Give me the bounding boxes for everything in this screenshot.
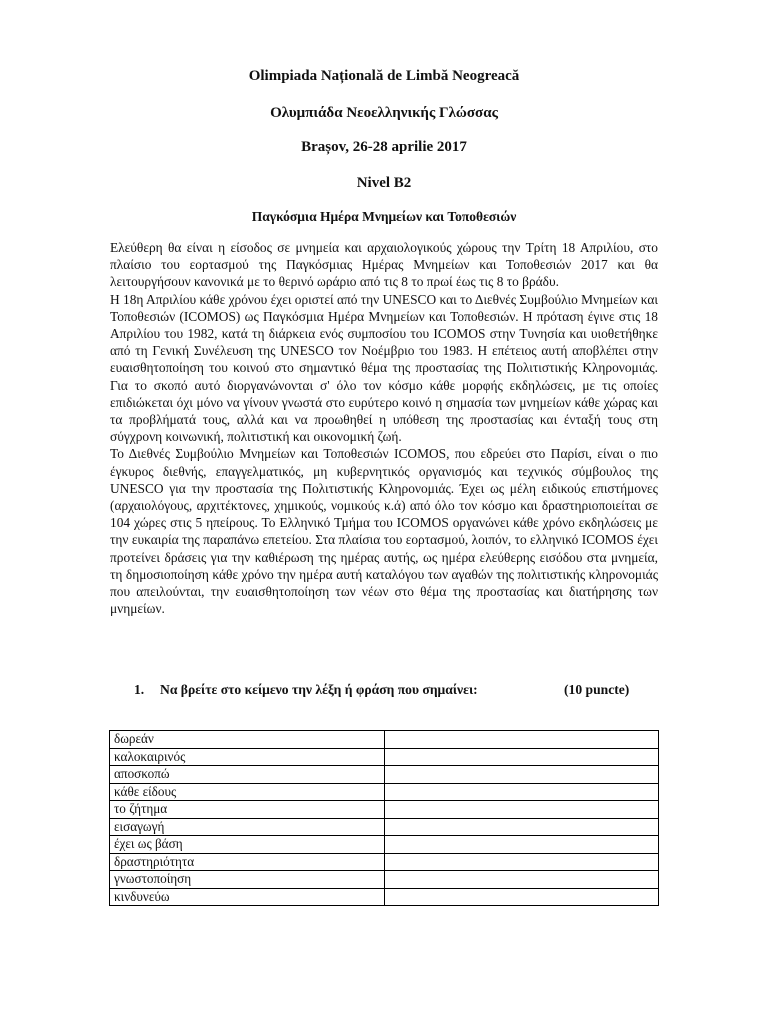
answer-cell[interactable] (385, 748, 659, 766)
vocab-word: καλοκαιρινός (110, 748, 385, 766)
answer-cell[interactable] (385, 853, 659, 871)
question-text: Να βρείτε στο κείμενο την λέξη ή φράση που σημαίνει: (160, 682, 478, 697)
reading-text (110, 239, 658, 617)
vocab-word: εισαγωγή (110, 818, 385, 836)
vocab-word: δραστηριότητα (110, 853, 385, 871)
answer-cell[interactable] (385, 818, 659, 836)
level-label: Nivel B2 (356, 175, 412, 191)
answer-cell[interactable] (385, 766, 659, 784)
table-row (110, 871, 659, 889)
table-row (110, 801, 659, 819)
paragraph-1: Ελεύθερη θα είναι η είσοδος σε μνημεία και αρχαιολογικούς χώρους την Τρίτη 18 Απριλίου, στο πλαίσιο του εορτασμού της Παγκόσμιας Ημέρας Μνημείων και Τοποθεσιών 2017 και θα λειτουργήσουν κανονικά με το θερινό ωράριο από τις 8 το πρωί έως τις 8 το βράδυ. (110, 240, 658, 290)
answer-cell[interactable] (385, 871, 659, 889)
table-row (110, 783, 659, 801)
vocab-word: δωρεάν (110, 731, 385, 749)
answer-cell[interactable] (385, 836, 659, 854)
answer-cell[interactable] (385, 783, 659, 801)
vocabulary-table (109, 730, 659, 906)
table-row (110, 818, 659, 836)
place-date: Brașov, 26-28 aprilie 2017 (301, 139, 467, 155)
answer-cell[interactable] (385, 888, 659, 906)
question-number: 1. (134, 682, 145, 697)
vocab-word: το ζήτημα (110, 801, 385, 819)
vocab-word: κινδυνεύω (110, 888, 385, 906)
answer-cell[interactable] (385, 731, 659, 749)
answer-cell[interactable] (385, 801, 659, 819)
vocab-word: έχει ως βάση (110, 836, 385, 854)
table-row (110, 766, 659, 784)
question-points: (10 puncte) (564, 682, 630, 697)
vocab-word: κάθε είδους (110, 783, 385, 801)
title-greek: Ολυμπιάδα Νεοελληνικής Γλώσσας (270, 105, 498, 121)
text-title: Παγκόσμια Ημέρα Μνημείων και Τοποθεσιών (251, 209, 517, 224)
title-romanian: Olimpiada Națională de Limbă Neogreacă (248, 68, 520, 84)
vocab-word: γνωστοποίηση (110, 871, 385, 889)
question-1 (134, 681, 658, 698)
table-row (110, 853, 659, 871)
paragraph-3: Το Διεθνές Συμβούλιο Μνημείων και Τοποθεσιών ICOMOS, που εδρεύει στο Παρίσι, είναι ο πιο έγκυρος διεθνής, επαγγελματικός, μη κυβερνητικός οργανισμός και τεχνικός σύμβουλος της UNESCO για την προστασία της Πολιτιστικής Κληρονομιάς. Έχει ως μέλη ειδικούς επιστήμονες (αρχαιολόγους, αρχιτέκτονες, χημικούς, νομικούς κ.ά) από όλο τον κόσμο και δραστηριοποιείται σε 104 χώρες στις 5 ηπείρους. Το Ελληνικό Τμήμα του ICOMOS οργανώνει κάθε χρόνο εκδηλώσεις με την ευκαιρία της παραπάνω επετείου. Στα πλαίσια του εορτασμού, λοιπόν, το ελληνικό ICOMOS έχει προτείνει δράσεις για την καθιέρωση της ημέρας αυτής, ως ημέρα ελεύθερης εισόδου στα μνημεία, τη δημοσιοποίηση κάθε χρόνο την ημέρα αυτή καταλόγου των αγαθών της πολιτιστικής κληρονομιάς που απειλούνται, την ευαισθητοποίηση των νέων στο θέμα της προστασίας και διατήρησης των μνημείων. (110, 446, 658, 617)
paragraph-2: Η 18η Απριλίου κάθε χρόνου έχει οριστεί από την UNESCO και το Διεθνές Συμβούλιο Μνημείων και Τοποθεσιών (ICOMOS) ως Παγκόσμια Ημέρα Μνημείων και Τοποθεσιών. Η πρόταση έγινε στις 18 Απριλίου του 1982, κατά τη διάρκεια ενός συμποσίου του ICOMOS στην Τυνησία και υιοθετήθηκε από τη Γενική Συνέλευση της UNESCO τον Νοέμβριο του 1983. Η επέτειος αυτή αποβλέπει στην ευαισθητοποίηση του κοινού στο σημαντικό θέμα της προστασίας της Πολιτιστικής Κληρονομιάς. Για το σκοπό αυτό διοργανώνονται σ' όλο τον κόσμο κάθε μορφής εκδηλώσεις, με τις οποίες επιδιώκεται όχι μόνο να γίνουν γνωστά στο ευρύτερο κοινό η σημασία των μνημείων κάθε χώρας και τα προβλήματά τους, αλλά και να προωθηθεί η υπόθεση της προστασίας και ένταξή τους στη σύγχρονη κοινωνική, πολιτιστική και οικονομική ζωή. (110, 291, 658, 445)
table-row (110, 836, 659, 854)
table-row (110, 888, 659, 906)
table-row (110, 748, 659, 766)
table-row (110, 731, 659, 749)
vocab-word: αποσκοπώ (110, 766, 385, 784)
